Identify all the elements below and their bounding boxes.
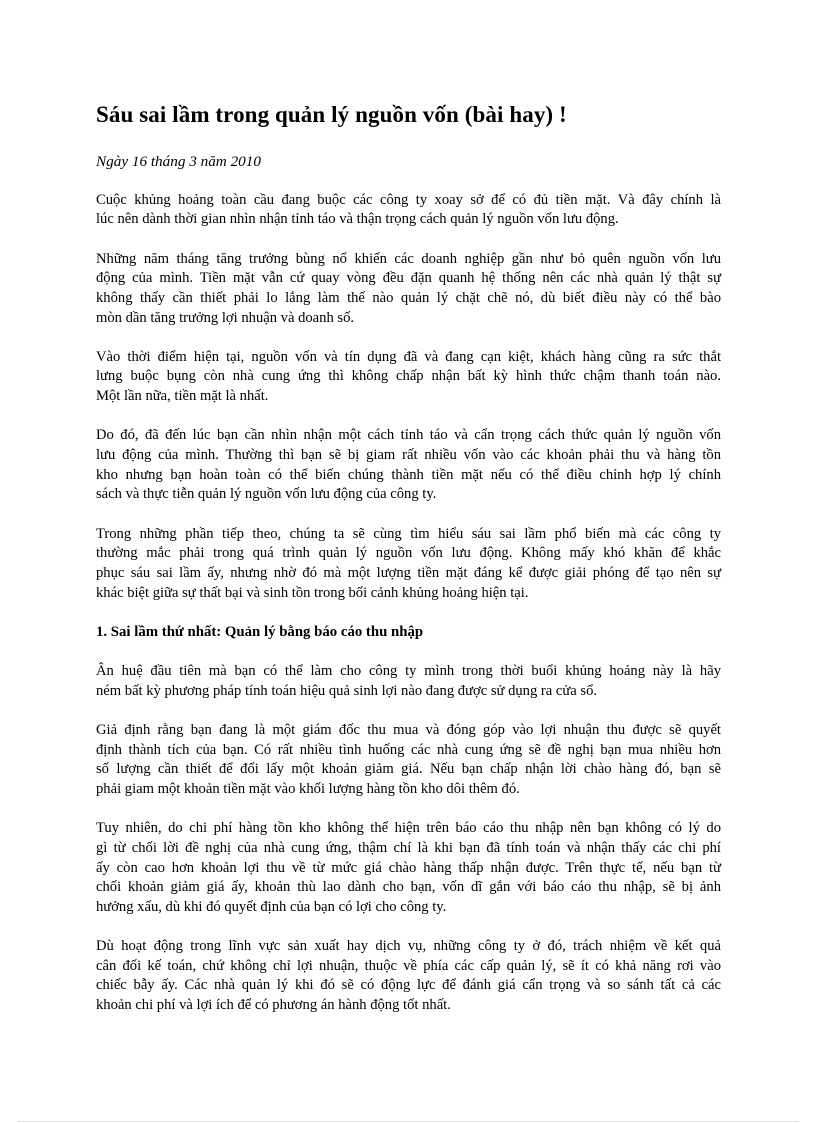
text-line: khoản chi phí và lợi ích để có phương án hành động tốt nhất.	[96, 997, 451, 1014]
paragraph	[96, 525, 721, 604]
text-line: Ân huệ đầu tiên mà bạn có thể làm cho công ty mình trong thời buổi khủng hoảng này là hãy	[96, 663, 721, 680]
text-line: thường mắc phải trong quá trình quản lý nguồn vốn lưu động. Không mấy khó khăn để khắc	[96, 545, 721, 562]
paragraph	[96, 937, 721, 1016]
text-line: lúc nên dành thời gian nhìn nhận tỉnh táo và thận trọng cách quản lý nguồn vốn lưu động.	[96, 211, 619, 228]
paragraph	[96, 819, 721, 917]
intro-section	[96, 191, 721, 604]
text-line: Một lần nữa, tiền mặt là nhất.	[96, 388, 269, 405]
text-line: phải giam một khoản tiền mặt vào khối lượng hàng tồn kho dôi thêm đó.	[96, 781, 520, 797]
document-page	[96, 100, 721, 1035]
text-line: Tuy nhiên, do chi phí hàng tồn kho không thể hiện trên báo cáo thu nhập nên bạn không có lý do	[96, 820, 721, 837]
paragraph	[96, 348, 721, 407]
text-line: lưu động của mình. Thường thì bạn sẽ bị giam rất nhiều vốn vào các khoản phải thu và hàng tồn	[96, 447, 721, 464]
text-line: Những năm tháng tăng trưởng bùng nổ khiến các doanh nghiệp gần như bỏ quên nguồn vốn lưu	[96, 250, 721, 267]
text-line: Trong những phần tiếp theo, chúng ta sẽ cùng tìm hiểu sáu sai lầm phổ biến mà các công ty	[96, 525, 721, 542]
text-line: cân đối kế toán, chứ không chỉ lợi nhuận, thuộc về phía các cấp quản lý, sẽ ít có khả năng rơi vào	[96, 957, 721, 974]
text-line: chiếc bẫy ấy. Các nhà quản lý khi đó sẽ có động lực để đánh giá cẩn trọng và so sánh tất cả các	[96, 977, 721, 994]
text-line: kho nhưng bạn hoàn toàn có thể biến chúng thành tiền mặt nếu có thể điều chỉnh hợp lý chính	[96, 466, 721, 483]
text-line: ném bất kỳ phương pháp tính toán hiệu quả sinh lợi nào đang được sử dụng ra cửa sổ.	[96, 682, 598, 699]
text-line: lưng buộc bụng còn nhà cung ứng thì không chấp nhận bất kỳ hình thức chậm thanh toán nào.	[96, 368, 721, 385]
document-date: Ngày 16 tháng 3 năm 2010	[96, 153, 261, 170]
text-line: số lượng cần thiết để đổi lấy một khoản giảm giá. Nếu bạn chấp nhận lời chào hàng đó, bạn sẽ	[96, 761, 721, 778]
paragraph	[96, 721, 721, 800]
text-line: chối khoản giảm giá ấy, khoản thù lao dành cho bạn, vốn dĩ gắn với báo cáo thu nhập, sẽ bị ảnh	[96, 879, 721, 896]
text-line: Giả định rằng bạn đang là một giám đốc thu mua và đóng góp vào lợi nhuận thu được sẽ quyết	[96, 722, 721, 739]
text-line: khác biệt giữa sự thất bại và sinh tồn trong bối cảnh khủng hoảng hiện tại.	[96, 584, 529, 601]
text-line: không thấy cần thiết phải lo lắng làm thế nào quản lý chặt chẽ nó, dù biết điều này có thể bào	[96, 289, 721, 306]
text-line: Vào thời điểm hiện tại, nguồn vốn và tín dụng đã và đang cạn kiệt, khách hàng cũng ra sức thắt	[96, 348, 721, 365]
text-line: Cuộc khủng hoảng toàn cầu đang buộc các công ty xoay sở để có đủ tiền mặt. Và đây chính là	[96, 191, 721, 208]
paragraph	[96, 250, 721, 329]
section-1-body	[96, 662, 721, 1016]
text-line: hưởng xấu, dù khi đó quyết định của bạn có lợi cho công ty.	[96, 898, 447, 915]
text-line: phục sáu sai lầm ấy, nhưng nhờ đó mà một lượng tiền mặt đáng kể được giải phóng để tạo nên sự	[96, 564, 721, 581]
paragraph	[96, 426, 721, 505]
paragraph	[96, 662, 721, 701]
section-heading: 1. Sai lầm thứ nhất: Quản lý bằng báo cáo thu nhập	[96, 623, 424, 640]
text-line: gì từ chối lời đề nghị của nhà cung ứng, thậm chí là khi bạn đã tính toán và nhận thấy các chi phí	[96, 839, 721, 856]
text-line: định thành tích của bạn. Có rất nhiều tình huống các nhà cung ứng sẽ đề nghị bạn mua nhiều hơn	[96, 741, 721, 758]
text-line: động của mình. Tiền mặt vẫn cứ quay vòng đều đặn quanh hệ thống nên các nhà quản lý thật sự	[96, 270, 721, 287]
text-line: ấy còn cao hơn khoản lợi thu về từ mức giá chào hàng thấp nhận được. Trên thực tế, nếu bạn từ	[96, 859, 721, 876]
text-line: sách và thực tiễn quản lý nguồn vốn lưu động của công ty.	[96, 486, 437, 503]
text-line: Dù hoạt động trong lĩnh vực sản xuất hay dịch vụ, những công ty ở đó, trách nhiệm về kết quả	[96, 938, 721, 955]
paragraph	[96, 191, 721, 230]
text-line: mòn dần tăng trưởng lợi nhuận và doanh số.	[96, 309, 355, 326]
page-bottom-rule	[18, 1121, 798, 1122]
text-line: Do đó, đã đến lúc bạn cần nhìn nhận một cách tỉnh táo và cẩn trọng cách thức quản lý nguồn vốn	[96, 427, 721, 444]
document-title: Sáu sai lầm trong quản lý nguồn vốn (bài hay) !	[96, 102, 567, 127]
